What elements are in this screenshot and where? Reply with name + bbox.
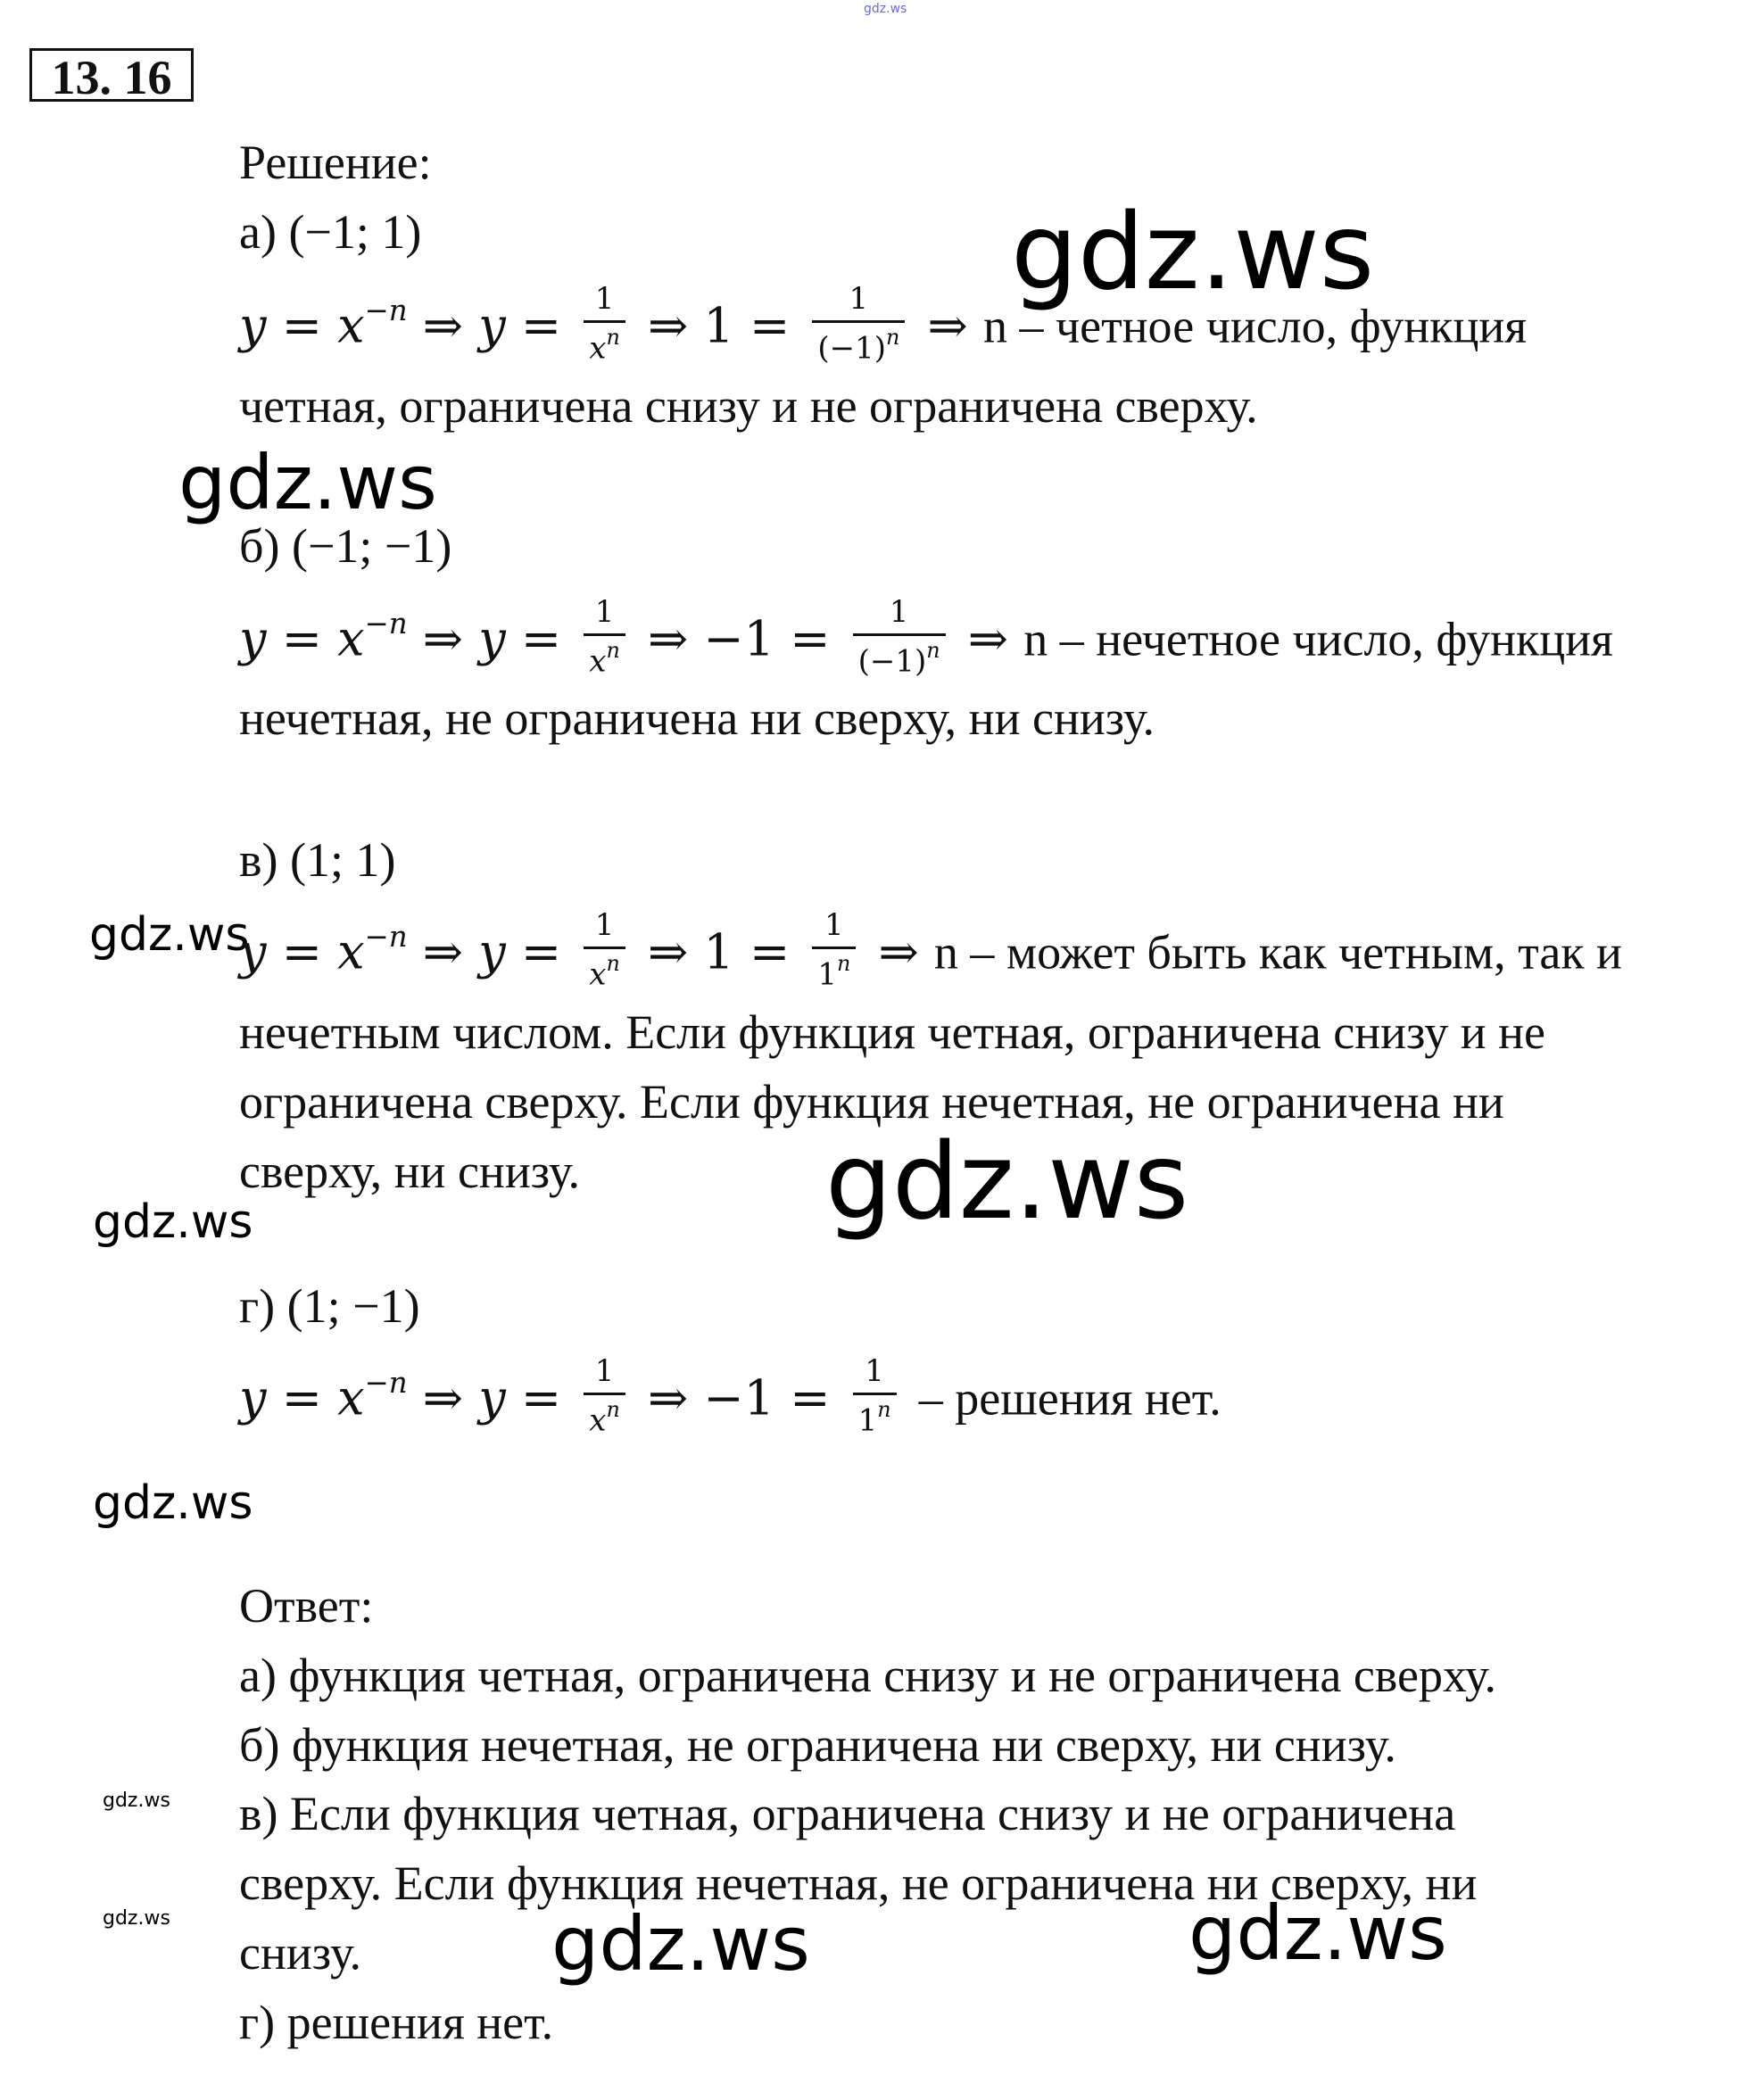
part-v-tail: n – может быть как четным, так и — [933, 925, 1622, 980]
part-g-label: г) (1; −1) — [239, 1279, 420, 1333]
part-v-label: в) (1; 1) — [239, 833, 396, 887]
part-v-continuation-3: сверху, ни снизу. — [239, 1145, 581, 1198]
watermark: gdz.ws — [1188, 1889, 1447, 1977]
watermark: gdz.ws — [103, 1790, 170, 1812]
part-b-equation: $y = x^{-n}$ ⇒ y = $\frac{1}{x^n}$ ⇒ −1 = $\frac{1}{(-1)^n}$ ⇒ n – нечетное число, функция — [239, 594, 1613, 680]
part-v-equation: $y = x^{-n}$ ⇒ y = $\frac{1}{x^n}$ ⇒ 1 = $\frac{1}{1^n}$ ⇒ n – может быть как четным, так и — [239, 907, 1622, 993]
part-b-continuation: нечетная, не ограничена ни сверху, ни снизу. — [239, 691, 1155, 745]
problem-number-badge: 13. 16 — [29, 48, 194, 102]
answer-line-2: б) функция нечетная, не ограничена ни сверху, ни снизу. — [239, 1718, 1396, 1772]
watermark: gdz.ws — [93, 1476, 253, 1530]
part-v-continuation-1: нечетным числом. Если функция четная, ограничена снизу и не — [239, 1005, 1545, 1059]
watermark: gdz.ws — [89, 908, 250, 962]
part-a-continuation: четная, ограничена снизу и не ограничена сверху. — [239, 379, 1258, 433]
part-g-equation: $y = x^{-n}$ ⇒ y = $\frac{1}{x^n}$ ⇒ −1 = $\frac{1}{1^n}$ – решения нет. — [239, 1353, 1222, 1439]
part-a-tail: n – четное число, функция — [982, 299, 1528, 353]
answer-line-3: в) Если функция четная, ограничена снизу и не ограничена — [239, 1787, 1456, 1840]
watermark: gdz.ws — [825, 1120, 1189, 1243]
part-g-tail: – решения нет. — [918, 1371, 1222, 1426]
watermark: gdz.ws — [1011, 190, 1375, 313]
part-a-equation: $y = x^{-n}$ ⇒ y = $\frac{1}{x^n}$ ⇒ 1 = $\frac{1}{(-1)^n}$ ⇒ n – четное число, функция — [239, 281, 1528, 367]
answer-line-1: а) функция четная, ограничена снизу и не ограничена сверху. — [239, 1649, 1496, 1702]
answer-label: Ответ: — [239, 1579, 374, 1633]
watermark: gdz.ws — [178, 439, 437, 526]
part-b-label: б) (−1; −1) — [239, 519, 452, 573]
solution-label: Решение: — [239, 136, 432, 189]
watermark: gdz.ws — [103, 1907, 170, 1930]
watermark: gdz.ws — [551, 1900, 810, 1988]
part-b-tail: n – нечетное число, функция — [1023, 612, 1613, 666]
part-v-continuation-2: ограничена сверху. Если функция нечетная, не ограничена ни — [239, 1075, 1504, 1128]
answer-line-6: г) решения нет. — [239, 1996, 554, 2049]
answer-line-5: снизу. — [239, 1926, 362, 1980]
watermark: gdz.ws — [93, 1195, 253, 1249]
answer-line-4: сверху. Если функция нечетная, не ограничена ни сверху, ни — [239, 1856, 1478, 1910]
watermark-top: gdz.ws — [864, 2, 907, 16]
part-a-label: а) (−1; 1) — [239, 205, 422, 259]
